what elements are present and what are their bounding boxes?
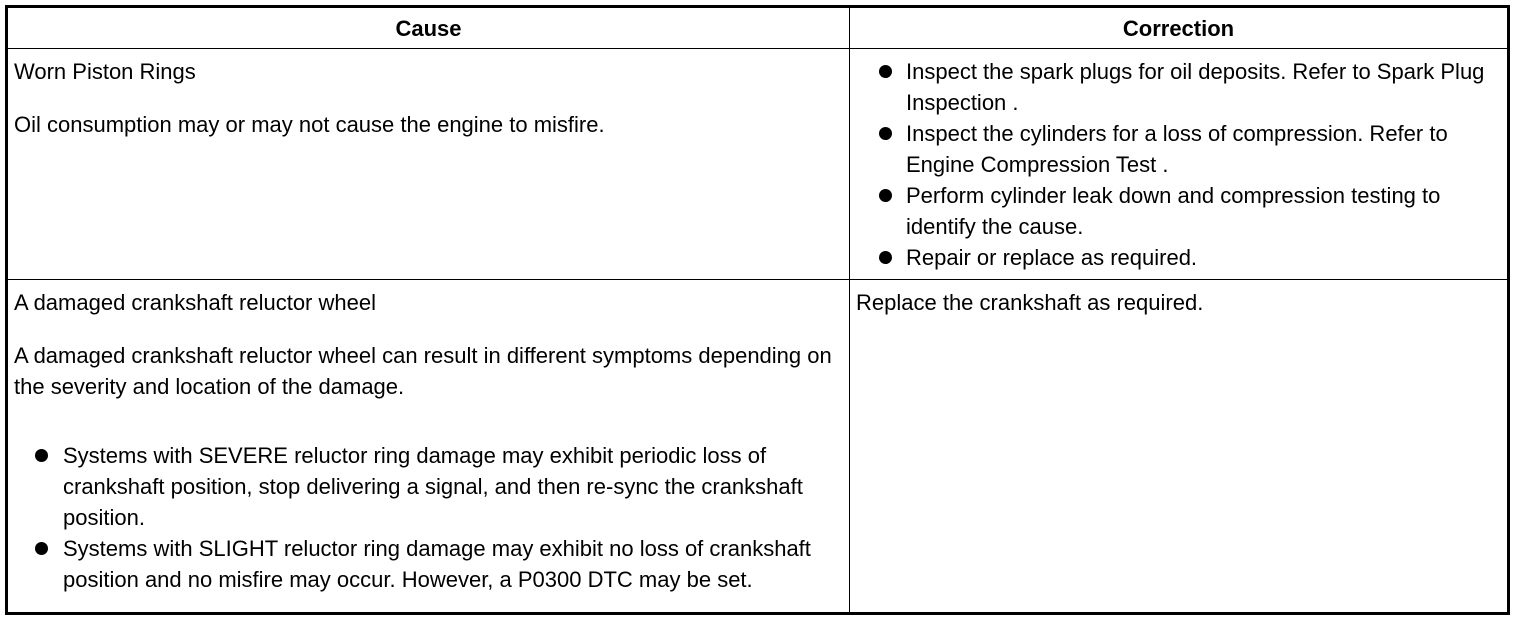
list-item (14, 440, 843, 533)
correction-text: Replace the crankshaft as required. (856, 290, 1204, 315)
list-item-text: Inspect the spark plugs for oil deposits. Refer to Spark Plug Inspection . (906, 59, 1485, 115)
cause-cell (7, 49, 850, 280)
list-item-text: Systems with SLIGHT reluctor ring damage may exhibit no loss of crankshaft position and no misfire may occur. However, a P0300 DTC may be set. (63, 536, 811, 592)
table-row (7, 280, 1509, 614)
bullet-icon (35, 449, 48, 462)
correction-cell (850, 280, 1509, 614)
bullet-icon (879, 189, 892, 202)
list-item-text: Inspect the cylinders for a loss of compression. Refer to Engine Compression Test . (906, 121, 1448, 177)
list-item-text: Perform cylinder leak down and compression testing to identify the cause. (906, 183, 1441, 239)
bullet-icon (35, 542, 48, 555)
column-header-cause: Cause (7, 7, 850, 49)
list-item (856, 56, 1501, 118)
list-item (856, 118, 1501, 180)
list-item-text: Repair or replace as required. (906, 245, 1198, 270)
cause-title: Worn Piston Rings (14, 59, 196, 84)
diagnostic-table (5, 5, 1510, 615)
bullet-icon (879, 65, 892, 78)
correction-list (856, 56, 1501, 273)
list-item-text: Systems with SEVERE reluctor ring damage may exhibit periodic loss of crankshaft position, stop delivering a signal, and then re-sync the crankshaft position. (63, 443, 803, 530)
bullet-icon (879, 251, 892, 264)
cause-cell (7, 280, 850, 614)
cause-title: A damaged crankshaft reluctor wheel (14, 290, 376, 315)
table-header-row (7, 7, 1509, 49)
cause-description: A damaged crankshaft reluctor wheel can result in different symptoms depending on the severity and location of the damage. (14, 343, 832, 399)
cause-symptom-list (14, 440, 843, 595)
column-header-correction: Correction (850, 7, 1509, 49)
list-item (856, 180, 1501, 242)
correction-cell (850, 49, 1509, 280)
table-row (7, 49, 1509, 280)
bullet-icon (879, 127, 892, 140)
list-item (856, 242, 1501, 273)
cause-description: Oil consumption may or may not cause the engine to misfire. (14, 112, 605, 137)
list-item (14, 533, 843, 595)
